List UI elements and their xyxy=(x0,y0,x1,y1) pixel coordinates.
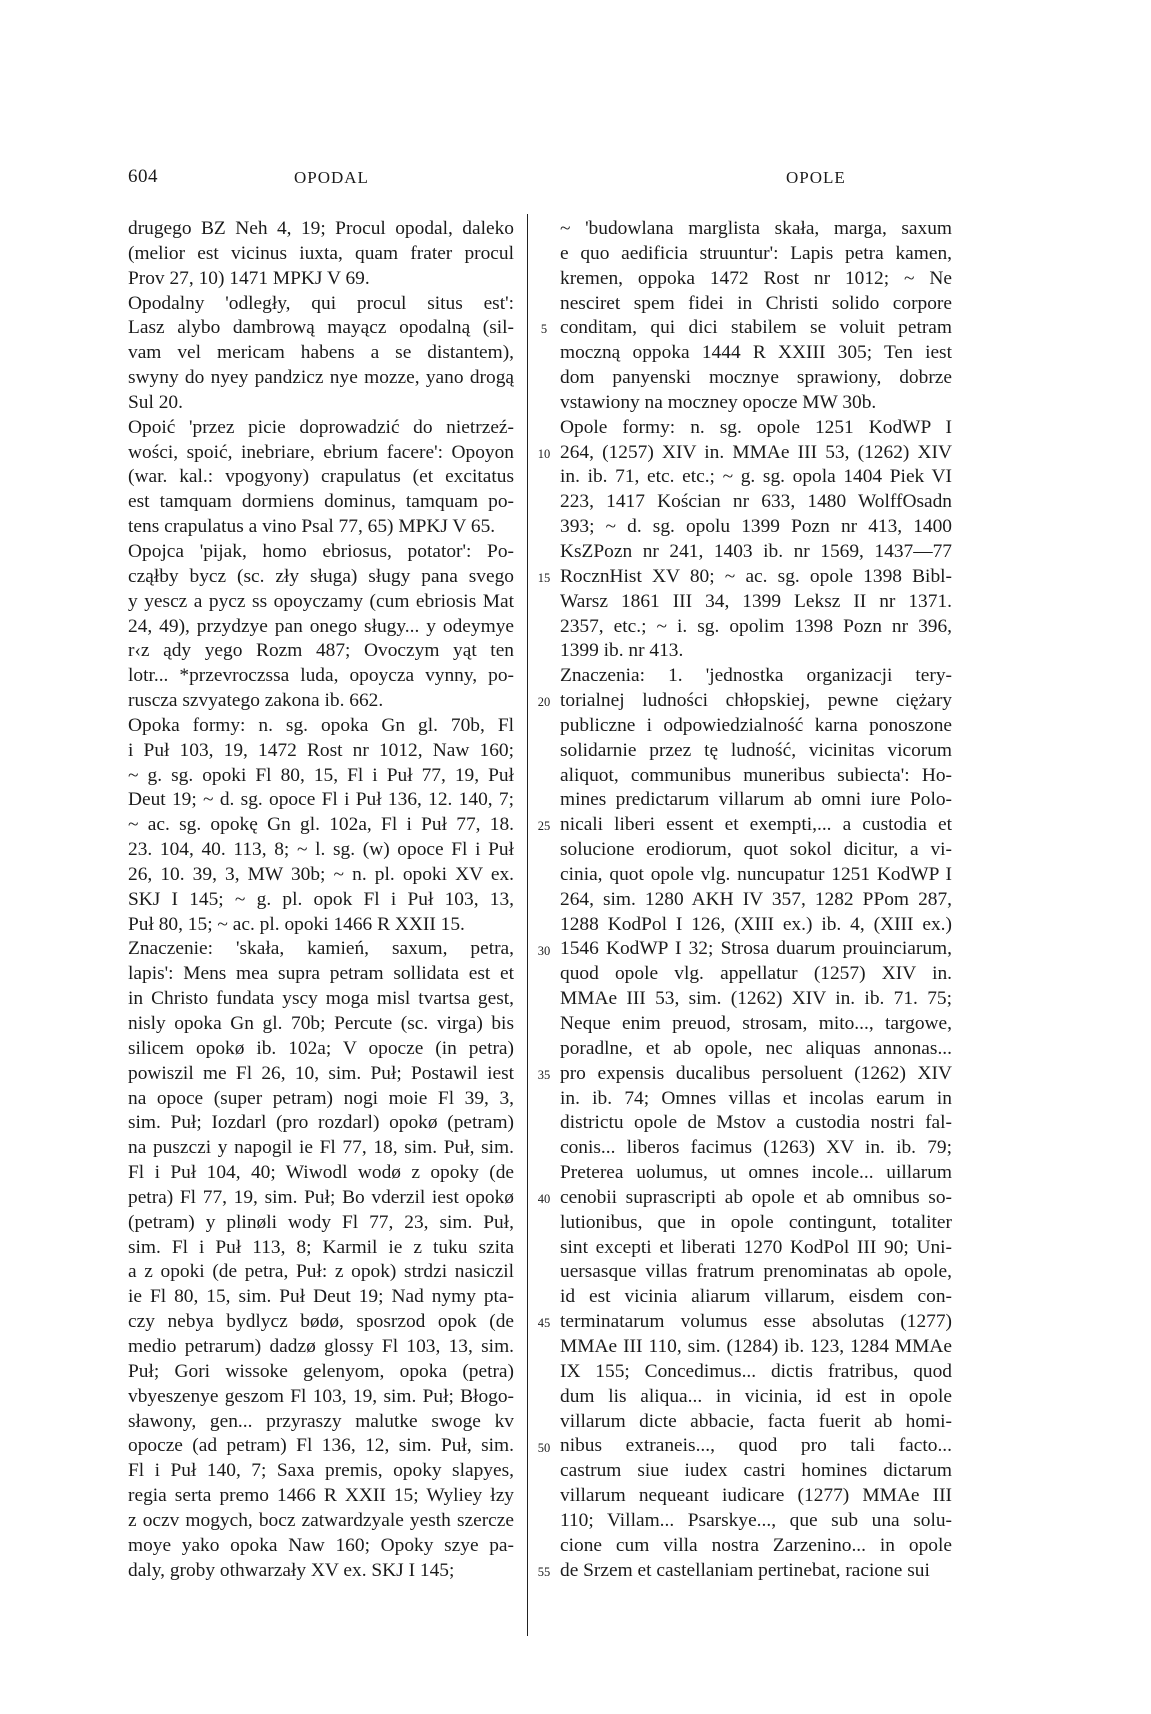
text-line: aliquot, communibus muneribus subiecta': Ho- xyxy=(560,764,952,786)
line-number: 5 xyxy=(540,322,548,337)
text-line: 1546 KodWP I 32; Strosa duarum prouinciarum, xyxy=(560,938,952,960)
text-line: MMAe III 110, sim. (1284) ib. 123, 1284 MMAe xyxy=(560,1335,952,1357)
text-line: drugego BZ Neh 4, 19; Procul opodal, daleko xyxy=(128,218,514,239)
text-line: Fl i Puł 104, 40; Wiwodl wodø z opoky (de xyxy=(128,1162,514,1184)
text-line: conis... liberos facimus (1263) XV in. ib. 79; xyxy=(560,1137,952,1159)
text-line: Sul 20. xyxy=(128,391,183,413)
text-line: villarum nequeant iudicare (1277) MMAe III xyxy=(560,1485,952,1507)
text-line: KsZPozn nr 241, 1403 ib. nr 1569, 1437—77 xyxy=(560,540,952,562)
text-line: Opoić 'przez picie doprowadzić do nietrzeź- xyxy=(128,416,514,438)
text-line: ~ ac. sg. opokę Gn gl. 102a, Fl i Puł 77, 18. xyxy=(128,814,514,836)
text-line: ruscza szvyatego zakona ib. 662. xyxy=(128,690,384,712)
text-line: regia serta premo 1466 R XXII 15; Wyliey łzy xyxy=(128,1485,514,1507)
line-number: 25 xyxy=(537,819,551,834)
running-head-right: OPOLE xyxy=(786,168,846,187)
text-line: a z opoki (de petra, Puł: z opok) strdzi nasiczil xyxy=(128,1261,514,1283)
text-line: i Puł 103, 19, 1472 Rost nr 1012, Naw 160; xyxy=(128,739,514,761)
text-line: RocznHist XV 80; ~ ac. sg. opole 1398 Bibl- xyxy=(560,565,952,587)
text-line: 1399 ib. nr 413. xyxy=(560,640,684,662)
text-line: Deut 19; ~ d. sg. opoce Fl i Puł 136, 12. 140, 7; xyxy=(128,789,514,811)
text-line: lapis': Mens mea supra petram sollidata est et xyxy=(128,963,514,985)
text-line: ~ g. sg. opoki Fl 80, 15, Fl i Puł 77, 19, Puł xyxy=(128,764,514,786)
text-line: sim. Fl i Puł 113, 8; Karmil ie z tuku szita xyxy=(128,1236,514,1258)
line-number: 35 xyxy=(537,1067,551,1082)
line-number: 40 xyxy=(537,1192,551,1207)
text-line: z oczv mogych, bocz zatwardzyale yesth szercze xyxy=(128,1509,514,1531)
text-line: Puł 80, 15; ~ ac. pl. opoki 1466 R XXII 15. xyxy=(128,913,465,935)
text-line: (war. kal.: vpogyony) crapulatus (et excitatus xyxy=(128,466,514,488)
text-line: Warsz 1861 III 34, 1399 Leksz II nr 1371. xyxy=(560,590,952,612)
text-line: pro expensis ducalibus persoluent (1262) XIV xyxy=(560,1062,952,1084)
text-line: 1288 KodPol I 126, (XIII ex.) ib. 4, (XIII ex.) xyxy=(560,913,952,935)
text-line: conditam, qui dici stabilem se voluit petram xyxy=(560,317,952,339)
text-line: Znaczenia: 1. 'jednostka organizacji tery- xyxy=(560,665,952,687)
text-line: torialnej ludności chłopskiej, pewne ciężary xyxy=(560,690,952,712)
text-line: 393; ~ d. sg. opolu 1399 Pozn nr 413, 1400 xyxy=(560,516,952,538)
line-number: 15 xyxy=(537,570,551,585)
text-line: tens crapulatus a vino Psal 77, 65) MPKJ V 65. xyxy=(128,516,496,538)
text-line: sim. Puł; Iozdarl (pro rozdarl) opokø (petram) xyxy=(128,1112,514,1134)
text-line: nibus extraneis..., quod pro tali facto... xyxy=(560,1435,952,1457)
text-line: mines predictarum villarum ab omni iure Polo- xyxy=(560,789,952,811)
text-line: ie Fl 80, 15, sim. Puł Deut 19; Nad nymy pta- xyxy=(128,1286,514,1308)
text-line: r‹z ądy yego Rozm 487; Ovoczym yąt ten xyxy=(128,640,514,662)
line-number: 50 xyxy=(537,1440,551,1455)
text-line: lutionibus, que in opole contingunt, totaliter xyxy=(560,1211,952,1233)
page-number: 604 xyxy=(128,166,158,187)
text-line: moczną oppoka 1444 R XXIII 305; Ten iest xyxy=(560,342,952,364)
text-line: na puszczi y napogil ie Fl 77, 18, sim. Puł, sim. xyxy=(128,1137,514,1159)
text-line: poradlne, et ab opole, nec aliquas annonas... xyxy=(560,1037,952,1059)
text-line: 264, (1257) XIV in. MMAe III 53, (1262) XIV xyxy=(560,441,952,463)
text-line: (petram) y plinøli wody Fl 77, 23, sim. Puł, xyxy=(128,1211,514,1233)
text-line: in. ib. 71, etc. etc.; ~ g. sg. opola 1404 Piek VI xyxy=(560,466,952,488)
text-line: nesciret spem fidei in Christi solido corpore xyxy=(560,292,952,314)
line-number: 10 xyxy=(537,446,551,461)
text-line: y yescz a pycz ss opoyczamy (cum ebriosis Mat xyxy=(128,590,514,612)
text-line: swyny do nyey pandzicz nye mozze, yano drogą xyxy=(128,367,514,389)
text-line: cenobii suprascripti ab opole et ab omnibus so- xyxy=(560,1186,952,1208)
text-line: dom panyenski mocznye sprawiony, dobrze xyxy=(560,367,952,389)
text-line: lotr... *przevroczssa luda, opoycza vynny, po- xyxy=(128,665,514,687)
text-line: powiszil me Fl 26, 10, sim. Puł; Postawil iest xyxy=(128,1062,514,1084)
text-line: quod opole vlg. appellatur (1257) XIV in. xyxy=(560,963,952,985)
text-line: 24, 49), przydzye pan onego sługy... y odeymye xyxy=(128,615,514,637)
text-line: 26, 10. 39, 3, MW 30b; ~ n. pl. opoki XV ex. xyxy=(128,863,514,885)
text-line: cione cum villa nostra Zarzenino... in opole xyxy=(560,1534,952,1556)
text-line: 23. 104, 40. 113, 8; ~ l. sg. (w) opoce Fl i Puł xyxy=(128,839,514,861)
text-line: 223, 1417 Kościan nr 633, 1480 WolffOsadn xyxy=(560,491,952,513)
line-number: 20 xyxy=(537,695,551,710)
text-line: Lasz alybo dambrową mayącz opodalną (sil- xyxy=(128,317,514,339)
text-line: (melior est vicinus iuxta, quam frater procul xyxy=(128,242,514,264)
text-line: petra) Fl 77, 19, sim. Puł; Bo vderzil iest opokø xyxy=(128,1186,514,1208)
text-line: Opojca 'pijak, homo ebriosus, potator': Po- xyxy=(128,540,514,562)
text-line: castrum siue iudex castri homines dictarum xyxy=(560,1460,952,1482)
text-line: districtu opole de Mstov a custodia nostri fal- xyxy=(560,1112,952,1134)
text-line: 2357, etc.; ~ i. sg. opolim 1398 Pozn nr 396, xyxy=(560,615,952,637)
text-line: ~ 'budowlana marglista skała, marga, saxum xyxy=(560,218,952,239)
text-line: vam vel mericam habens a se distantem), xyxy=(128,342,514,364)
text-line: cząłby bycz (sc. zły sługa) sługy pana svego xyxy=(128,565,514,587)
text-line: vbyeszenye geszom Fl 103, 19, sim. Puł; Błogo- xyxy=(128,1385,514,1407)
line-number: 55 xyxy=(537,1564,551,1579)
text-line: in. ib. 74; Omnes villas et incolas earum in xyxy=(560,1087,952,1109)
text-line: silicem opokø ib. 102a; V opocze (in petra) xyxy=(128,1037,514,1059)
text-line: czy nebya bydlycz bødø, sposrzod opok (de xyxy=(128,1311,514,1333)
text-line: Puł; Gori wissoke gelenyom, opoka (petra) xyxy=(128,1360,514,1382)
text-line: sławony, gen... przyraszy malutke swoge kv xyxy=(128,1410,514,1432)
text-line: uersasque villas fratrum prenominatas ab opole, xyxy=(560,1261,952,1283)
text-line: Neque enim preuod, strosam, mito..., targowe, xyxy=(560,1013,952,1034)
text-line: id est vicinia aliarum villarum, eisdem con- xyxy=(560,1286,952,1308)
text-line: kremen, oppoka 1472 Rost nr 1012; ~ Ne xyxy=(560,267,952,289)
text-line: e quo aedificia struuntur': Lapis petra kamen, xyxy=(560,242,952,264)
text-line: terminatarum volumus esse absolutas (1277) xyxy=(560,1311,952,1333)
column-divider xyxy=(527,214,528,1636)
text-line: wości, spoić, inebriare, ebrium facere': Opoyon xyxy=(128,441,514,463)
text-line: 264, sim. 1280 AKH IV 357, 1282 PPom 287, xyxy=(560,888,952,910)
text-line: IX 155; Concedimus... dictis fratribus, quod xyxy=(560,1360,952,1382)
text-line: Opole formy: n. sg. opole 1251 KodWP I xyxy=(560,416,952,438)
running-head-left: OPODAL xyxy=(294,168,369,187)
text-line: na opoce (super petram) nogi moie Fl 39, 3, xyxy=(128,1087,514,1109)
line-number: 30 xyxy=(537,943,551,958)
text-line: Preterea uolumus, ut omnes incole... uillarum xyxy=(560,1162,952,1184)
text-line: villarum dicte abbacie, facta fuerit ab homi- xyxy=(560,1410,952,1432)
text-line: SKJ I 145; ~ g. pl. opok Fl i Puł 103, 13, xyxy=(128,888,514,910)
text-line: Opoka formy: n. sg. opoka Gn gl. 70b, Fl xyxy=(128,714,514,736)
right-text-column xyxy=(560,217,952,1583)
text-line: Fl i Puł 140, 7; Saxa premis, opoky slapyes, xyxy=(128,1460,514,1482)
text-line: dum lis aliqua... in vicinia, id est in opole xyxy=(560,1385,952,1407)
text-line: moye yako opoka Naw 160; Opoky szye pa- xyxy=(128,1534,514,1556)
text-line: 110; Villam... Psarskye..., que sub una solu- xyxy=(560,1509,952,1531)
text-line: medio petrarum) dadzø glossy Fl 103, 13, sim. xyxy=(128,1335,514,1357)
text-line: Opodalny 'odległy, qui procul situs est': xyxy=(128,292,514,314)
text-line: cinia, quot opole vlg. nuncupatur 1251 KodWP I xyxy=(560,863,952,885)
text-line: nisly opoka Gn gl. 70b; Percute (sc. virga) bis xyxy=(128,1013,514,1034)
text-line: solucione erodiorum, quot sokol dicitur, a vi- xyxy=(560,839,952,861)
text-line: Prov 27, 10) 1471 MPKJ V 69. xyxy=(128,267,370,289)
text-line: nicali liberi essent et exempti,... a custodia et xyxy=(560,814,952,836)
line-number: 45 xyxy=(537,1316,551,1331)
text-line: est tamquam dormiens dominus, tamquam po- xyxy=(128,491,514,513)
text-line: de Srzem et castellaniam pertinebat, racione sui xyxy=(560,1559,930,1581)
left-text-column xyxy=(128,217,514,1583)
text-line: Znaczenie: 'skała, kamień, saxum, petra, xyxy=(128,938,514,960)
text-line: sint excepti et liberati 1270 KodPol III 90; Uni- xyxy=(560,1236,952,1258)
text-line: MMAe III 53, sim. (1262) XIV in. ib. 71. 75; xyxy=(560,988,952,1010)
text-line: publiczne i odpowiedzialność karna ponoszone xyxy=(560,714,952,736)
text-line: vstawiony na moczney opocze MW 30b. xyxy=(560,391,877,413)
text-line: opocze (ad petram) Fl 136, 12, sim. Puł, sim. xyxy=(128,1435,514,1457)
text-line: solidarnie przez tę ludność, vicinitas vicorum xyxy=(560,739,952,761)
text-line: daly, groby othwarzały XV ex. SKJ I 145; xyxy=(128,1559,455,1581)
text-line: in Christo fundata yscy moga misl tvartsa gest, xyxy=(128,988,514,1010)
